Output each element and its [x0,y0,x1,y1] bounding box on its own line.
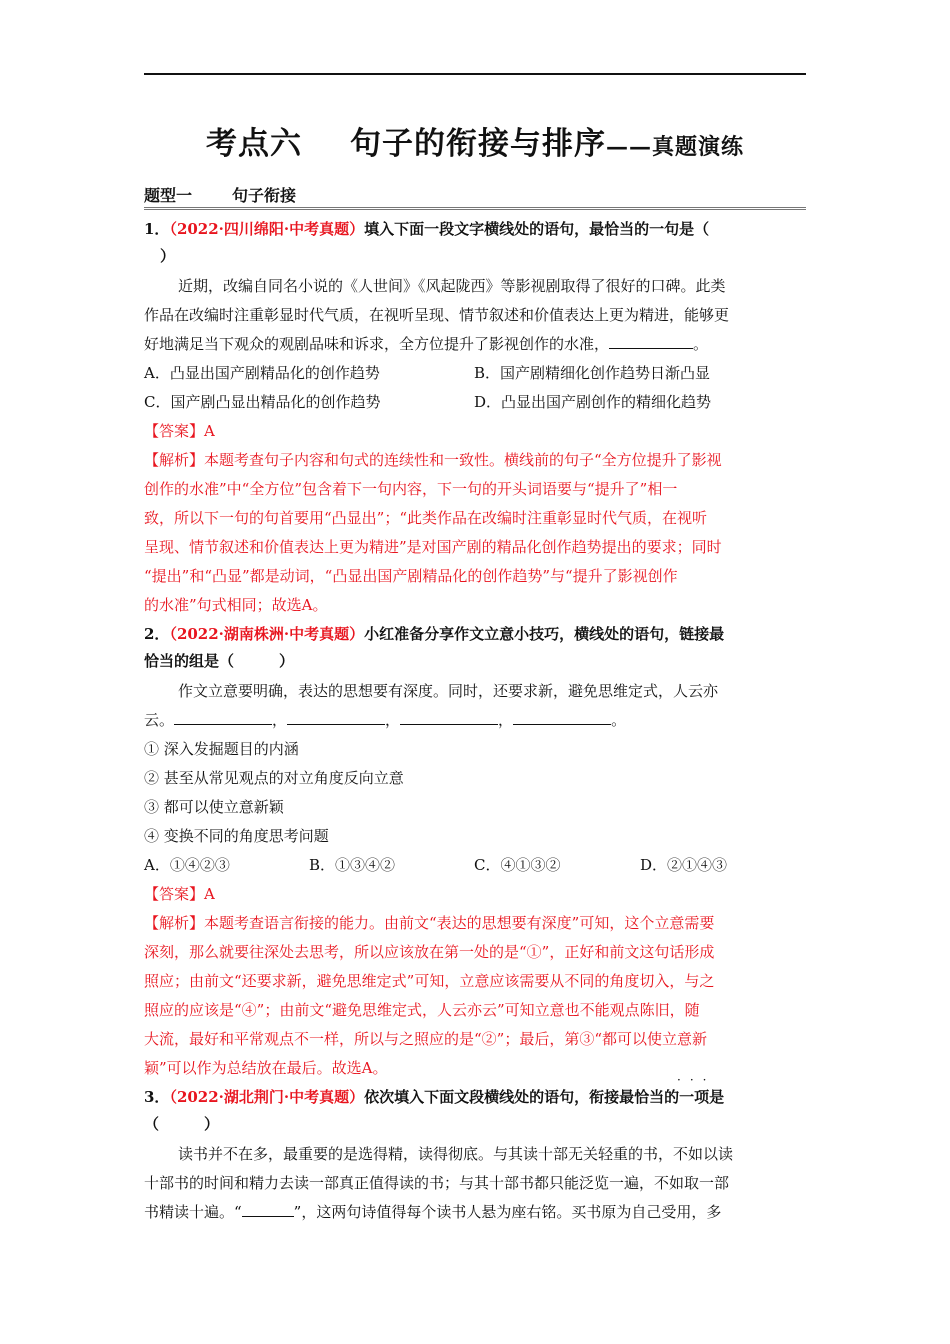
q1-options-row [144,363,806,383]
q2-option-a: A．①④②③ [144,856,230,874]
q3-stem: 3．（2022·湖北荆门·中考真题）依次填入下面文段横线处的语句，衔接最恰当的一项是 [144,1088,725,1106]
q1-option-b: B．国产剧精细化创作趋势日渐凸显 [474,364,711,382]
section-label: 题型一 [144,186,193,205]
q1-passage-line: 好地满足当下观众的观剧品味和诉求，全方位提升了影视创作的水准， 。 [144,335,709,353]
header-rule [144,73,806,75]
q3-passage-line: 书精读十遍。“ ”，这两句诗值得每个读书人悬为座右铭。买书原为自己受用，多 [144,1203,722,1221]
q1-analysis-line: 【解析】本题考查句子内容和句式的连续性和一致性。横线前的句子“全方位提升了影视 [144,451,722,469]
q2-option-c: C．④①③② [474,856,561,874]
emphasis-dots: ··· [677,1073,716,1087]
q1-stem: 1．（2022·四川绵阳·中考真题）填入下面一段文字横线处的语句，最恰当的一句是（ [144,220,710,238]
q1-option-a: A．凸显出国产剧精品化的创作趋势 [144,364,380,382]
q2-item: ④ 变换不同的角度思考问题 [144,827,329,845]
q2-passage-line: 作文立意要明确，表达的思想要有深度。同时，还要求新，避免思维定式，人云亦 [178,682,719,700]
q2-blank [400,710,498,725]
q1-stem-end: ） [160,247,176,265]
q2-item: ③ 都可以使立意新颖 [144,798,284,816]
q2-item: ① 深入发掘题目的内涵 [144,740,299,758]
section-name: 句子衔接 [232,186,297,205]
q3-stem-end: （ ） [144,1115,220,1133]
q2-blank [174,710,272,725]
q2-analysis-line: 颖”可以作为总结放在最后。故选A。 [144,1059,388,1077]
q1-passage-line: 作品在改编时注重彰显时代气质，在视听呈现、情节叙述和价值表达上更为精进，能够更 [144,306,730,324]
q1-source: （2022·四川绵阳·中考真题） [169,220,365,238]
q3-blank [242,1202,294,1217]
q2-blank [513,710,611,725]
q1-options-row [144,392,806,412]
q1-option-d: D．凸显出国产剧创作的精细化趋势 [474,393,712,411]
q2-option-b: B．①③④② [309,856,396,874]
q2-analysis-line: 照应的应该是“④”；由前文“避免思维定式，人云亦云”可知立意也不能观点陈旧，随 [144,1001,700,1019]
q1-option-c: C．国产剧凸显出精品化的创作趋势 [144,393,381,411]
q2-stem: 2．（2022·湖南株洲·中考真题）小红准备分享作文立意小技巧，横线处的语句，链接最 [144,625,725,643]
q2-passage-line: 云。 ， ， ， 。 [144,711,627,729]
q2-option-d: D．②①④③ [640,856,728,874]
q2-analysis-line: 【解析】本题考查语言衔接的能力。由前文“表达的思想要有深度”可知，这个立意需要 [144,914,715,932]
q1-analysis-line: 创作的水准”中“全方位”包含着下一句内容，下一句的开头词语要与“提升了”相一 [144,480,678,498]
q2-stem-end: 恰当的组是（ ） [144,652,295,670]
q1-passage-line: 近期，改编自同名小说的《人世间》《风起陇西》等影视剧取得了很好的口碑。此类 [178,277,726,295]
title-topic: 句子的衔接与排序 [349,126,606,162]
q3-passage-line: 读书并不在多，最重要的是选得精，读得彻底。与其读十部无关轻重的书，不如以读 [178,1145,734,1163]
q1-blank [609,334,693,349]
q3-passage-line: 十部书的时间和精力去读一部真正值得读的书；与其十部书都只能泛览一遍，不如取一部 [144,1174,730,1192]
q2-answer: 【答案】A [144,885,215,903]
q2-analysis-line: 照应；由前文“还要求新，避免思维定式”可知，立意应该需要从不同的角度切入，与之 [144,972,715,990]
q2-blank [287,710,385,725]
page-title [144,118,806,163]
q1-answer: 【答案】A [144,422,215,440]
q2-item: ② 甚至从常见观点的对立角度反向立意 [144,769,404,787]
q3-source: （2022·湖北荆门·中考真题） [169,1088,365,1106]
q1-analysis-line: “提出”和“凸显”都是动词，“凸显出国产剧精品化的创作趋势”与“提升了影视创作 [144,567,678,585]
q2-source: （2022·湖南株洲·中考真题） [169,625,365,643]
section-heading [144,183,806,210]
q2-analysis-line: 大流，最好和平常观点不一样，所以与之照应的是“②”；最后，第③“都可以使立意新 [144,1030,708,1048]
title-main: 考点六 [205,126,302,162]
q2-analysis-line: 深刻，那么就要往深处去思考，所以应该放在第一处的是“①”，正好和前文这句话形成 [144,943,715,961]
q1-analysis-line: 致，所以下一句的句首要用“凸显出”；“此类作品在改编时注重彰显时代气质，在视听 [144,509,708,527]
title-sub: ——真题演练 [605,134,744,160]
q1-analysis-line: 的水准”句式相同；故选A。 [144,596,328,614]
q1-analysis-line: 呈现、情节叙述和价值表达上更为精进”是对国产剧的精品化创作趋势提出的要求；同时 [144,538,722,556]
